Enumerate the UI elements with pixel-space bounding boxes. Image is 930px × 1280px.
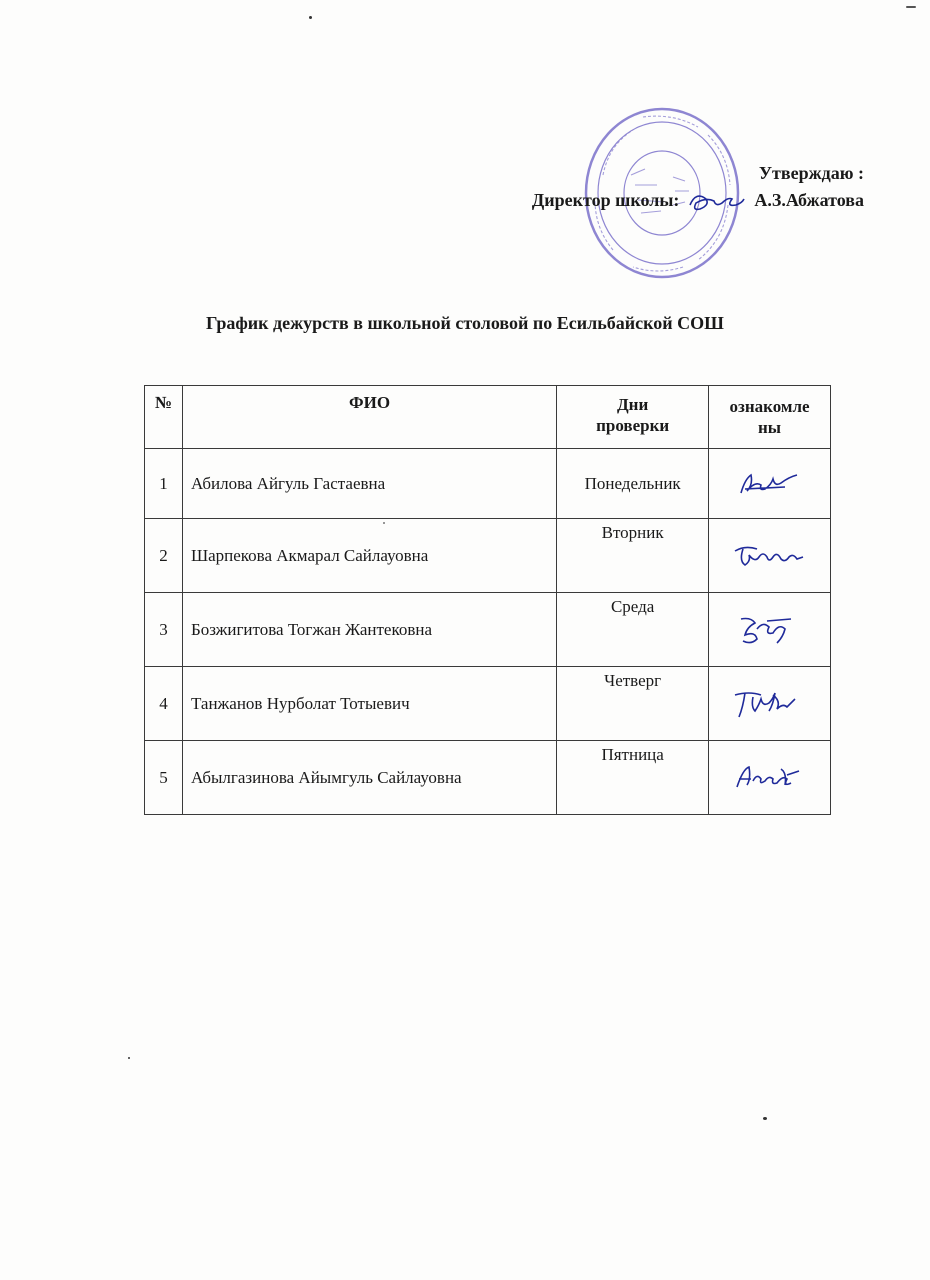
- row-number: 3: [145, 593, 183, 667]
- scan-speck: [383, 522, 385, 524]
- header-days-line2: проверки: [596, 416, 670, 435]
- header-days-line1: Дни: [616, 395, 649, 414]
- director-signature: [686, 189, 748, 215]
- duty-schedule-table: [144, 385, 831, 815]
- director-label: Директор школы:: [531, 190, 680, 210]
- row-number: 1: [145, 449, 183, 519]
- row-fio: Абилова Айгуль Гастаевна: [182, 449, 556, 519]
- row-number: 2: [145, 519, 183, 593]
- row-number: 4: [145, 667, 183, 741]
- row-day: Понедельник: [557, 449, 709, 519]
- table-row: [145, 449, 831, 519]
- row-acknowledgement: [709, 667, 831, 741]
- table-row: [145, 741, 831, 815]
- header-ack-line2: ны: [757, 418, 782, 437]
- handwritten-signature: [727, 687, 813, 721]
- handwritten-signature: [727, 467, 813, 501]
- table-row: [145, 519, 831, 593]
- header-acknowledged: [709, 386, 831, 449]
- row-acknowledgement: [709, 593, 831, 667]
- row-day: Среда: [557, 593, 709, 667]
- row-acknowledgement: [709, 741, 831, 815]
- row-acknowledgement: [709, 519, 831, 593]
- row-day: Четверг: [557, 667, 709, 741]
- table-row: [145, 593, 831, 667]
- table-header-row: [145, 386, 831, 449]
- row-fio: Бозжигитова Тогжан Жантековна: [182, 593, 556, 667]
- row-number: 5: [145, 741, 183, 815]
- header-ack-line1: ознакомле: [729, 397, 810, 416]
- director-name: А.З.Абжатова: [754, 190, 864, 210]
- scan-speck: [128, 1057, 130, 1059]
- row-acknowledgement: [709, 449, 831, 519]
- row-day: Пятница: [557, 741, 709, 815]
- handwritten-signature: [727, 761, 813, 795]
- row-fio: Шарпекова Акмарал Сайлауовна: [182, 519, 556, 593]
- handwritten-signature: [727, 539, 813, 573]
- handwritten-signature: [727, 613, 813, 647]
- scan-speck: [763, 1117, 767, 1120]
- header-fio: ФИО: [182, 386, 556, 449]
- row-day: Вторник: [557, 519, 709, 593]
- header-days: [557, 386, 709, 449]
- approval-heading: Утверждаю :: [758, 163, 864, 183]
- approval-block: [532, 160, 864, 215]
- row-fio: Абылгазинова Айымгуль Сайлауовна: [182, 741, 556, 815]
- table-row: [145, 667, 831, 741]
- scan-speck: [309, 16, 312, 19]
- row-fio: Танжанов Нурболат Тотыевич: [182, 667, 556, 741]
- header-number: №: [145, 386, 183, 449]
- scan-speck: [906, 6, 916, 8]
- document-title: График дежурств в школьной столовой по Есильбайской СОШ: [206, 313, 724, 333]
